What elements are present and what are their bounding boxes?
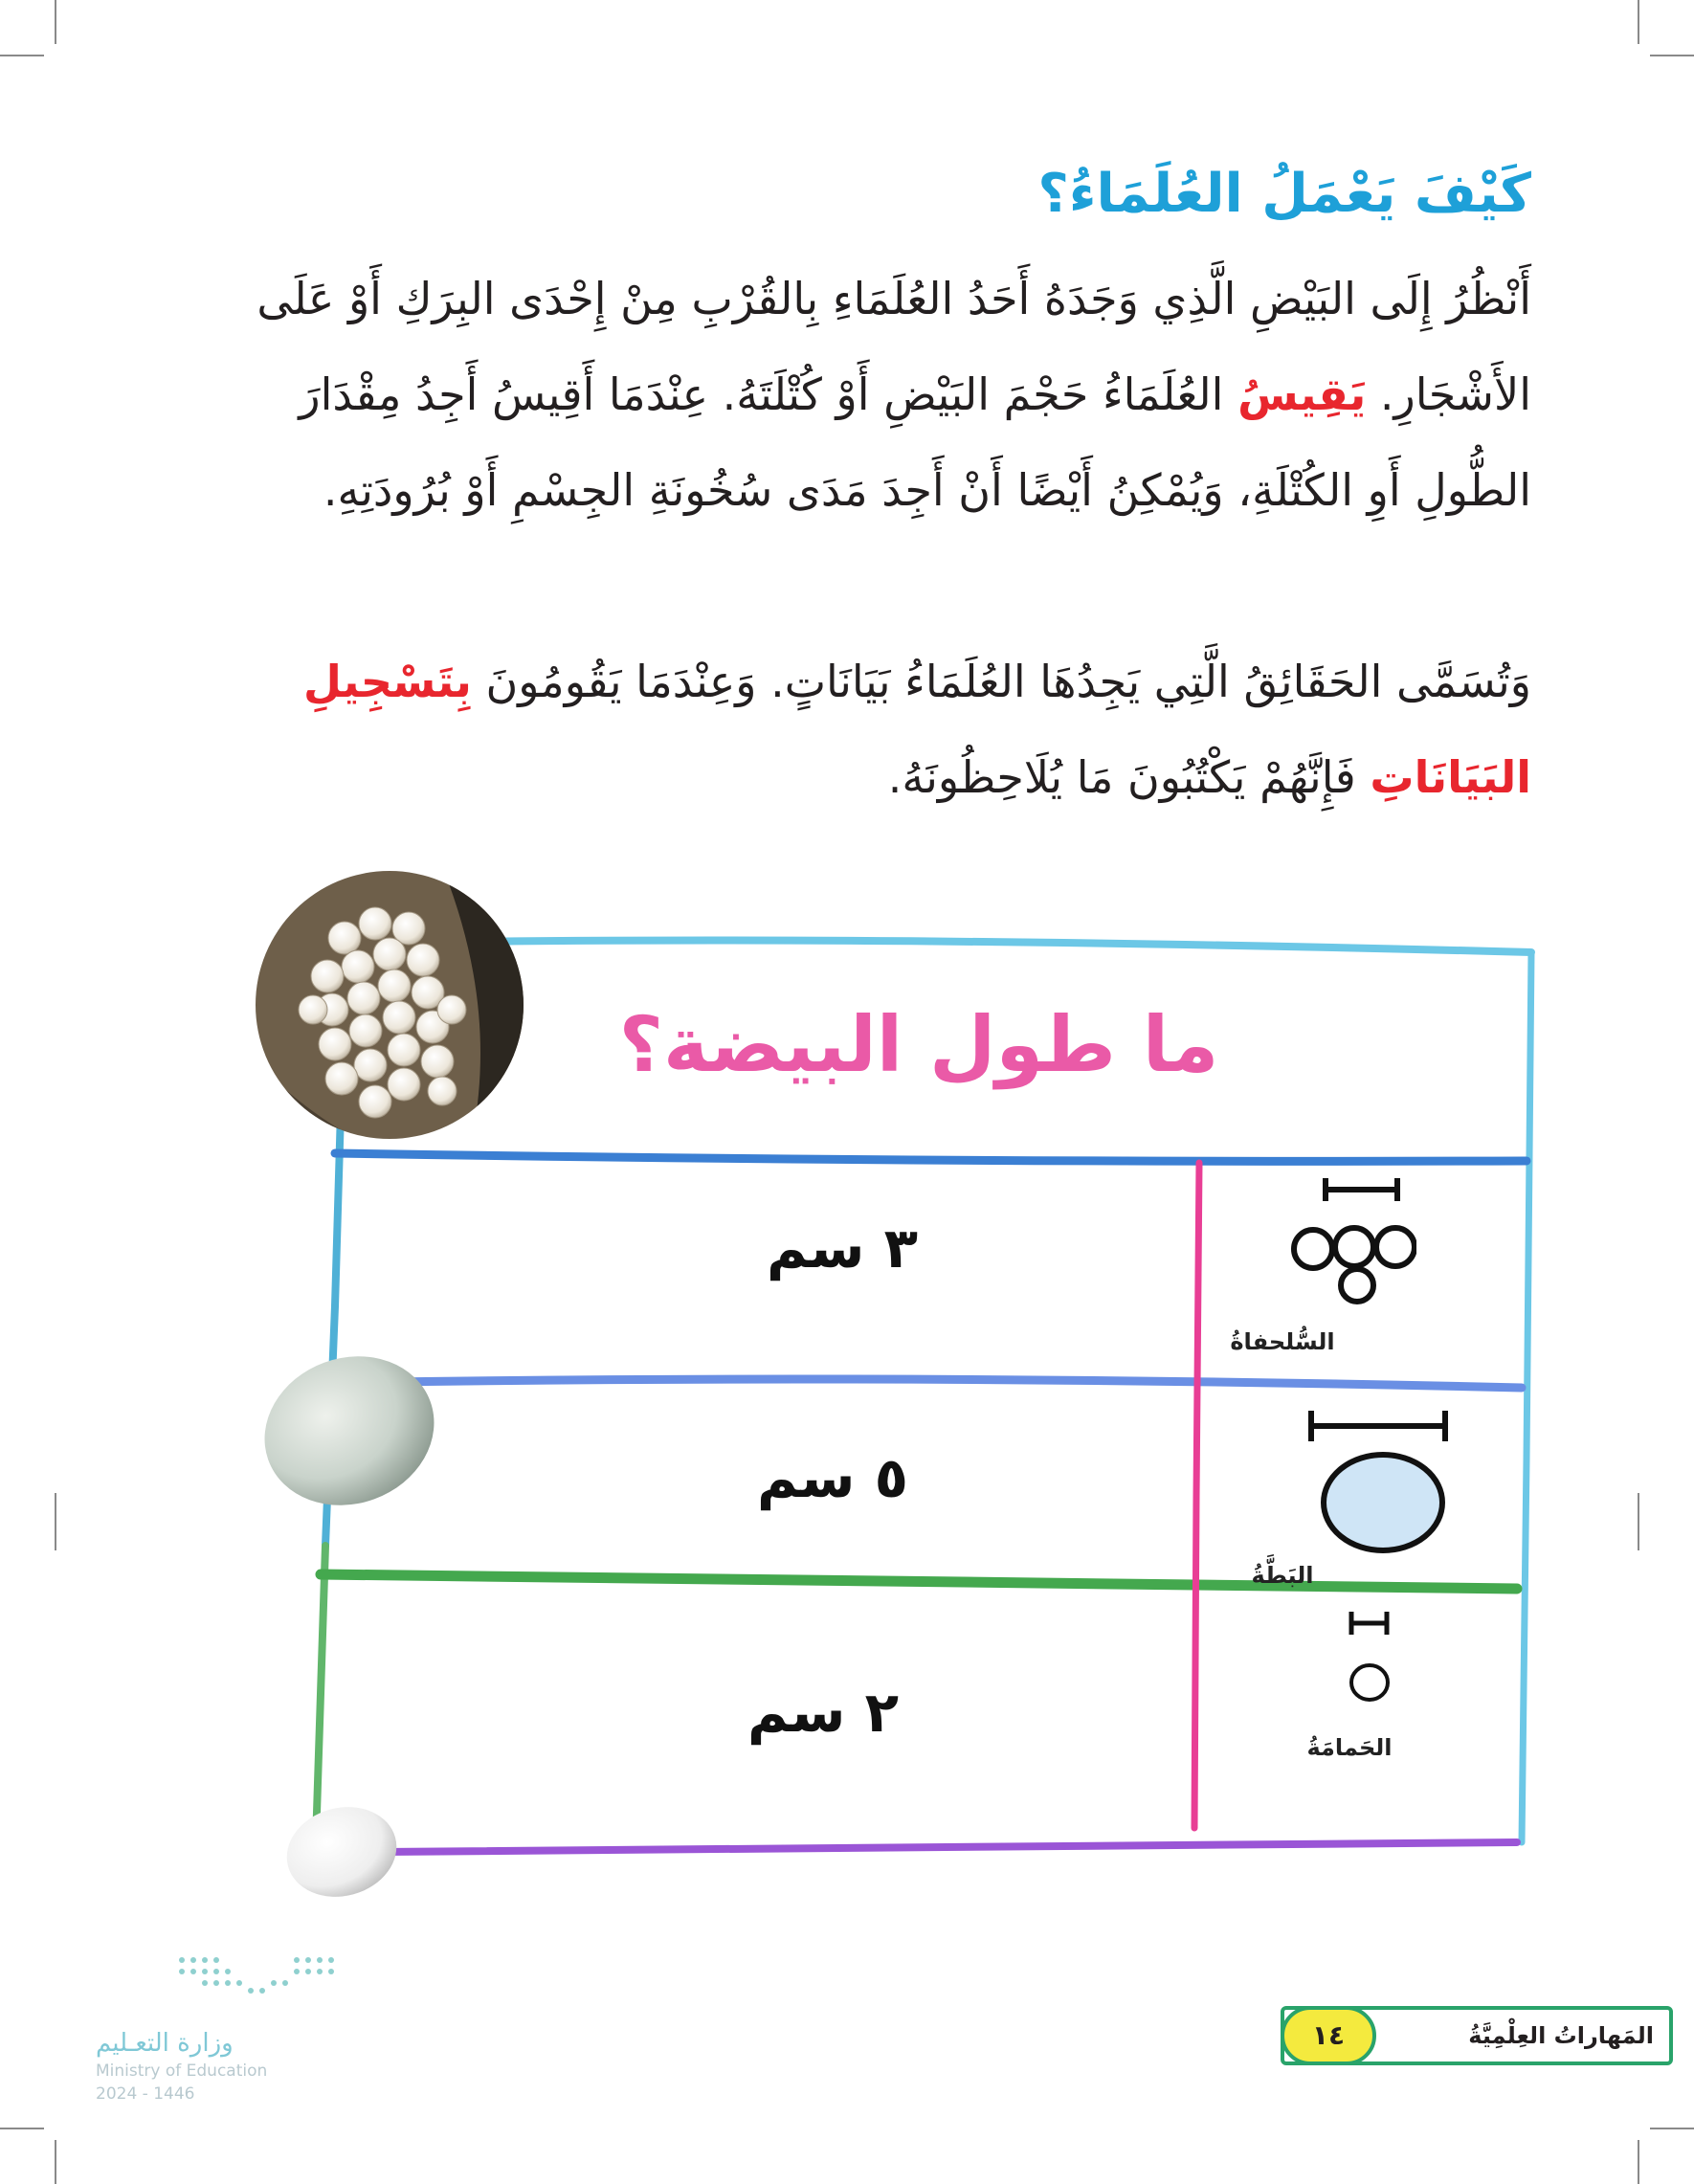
label-pigeon: الحَمامَةُ — [1306, 1734, 1393, 1761]
table-right-line — [1522, 952, 1531, 1842]
pigeon-egg-photo — [279, 1799, 404, 1905]
table-column-divider — [1194, 1163, 1199, 1828]
turtle-eggs-photo — [251, 866, 528, 1144]
crop-mark — [55, 2140, 56, 2184]
crop-mark — [0, 2128, 44, 2129]
paragraph-1 — [172, 251, 1531, 538]
crop-mark — [55, 1493, 56, 1550]
crop-mark — [55, 0, 56, 44]
crop-mark — [1650, 2128, 1694, 2129]
turtle-eggs-drawing — [1273, 1172, 1416, 1316]
crop-mark — [1650, 55, 1694, 56]
paragraph-2-text-before: وَتُسَمَّى الحَقَائِقُ الَّتِي يَجِدُهَا العُلَمَاءُ بَيَانَاتٍ. وَعِنْدَمَا يَقُومُونَ — [471, 656, 1531, 707]
table-header-line — [335, 1153, 1527, 1161]
crop-mark — [1638, 1493, 1639, 1550]
value-duck: ٥ سم — [756, 1445, 909, 1510]
table-left-line-lower — [316, 1546, 325, 1842]
ministry-name-arabic: وزارة التعـليم — [96, 2029, 234, 2058]
page-number: ١٤ — [1281, 2006, 1376, 2065]
pigeon-egg-drawing — [1327, 1608, 1414, 1713]
book-title: المَهاراتُ العِلْمِيَّةُ — [1468, 2022, 1654, 2049]
crop-mark — [0, 55, 44, 56]
paragraph-2 — [172, 634, 1531, 825]
table-title: ما طول البيضة؟ — [618, 1000, 1219, 1089]
footer-bar — [1281, 2006, 1673, 2065]
ministry-name-english: Ministry of Education — [96, 2061, 268, 2081]
table-bottom-line — [383, 1842, 1517, 1852]
paragraph-2-text-after: فَإِنَّهُمْ يَكْتُبُونَ مَا يُلَاحِظُونَهُ. — [887, 751, 1371, 803]
value-turtle: ٣ سم — [766, 1215, 919, 1281]
ministry-year: 2024 - 1446 — [96, 2084, 195, 2104]
table-row-line-1 — [330, 1379, 1522, 1388]
duck-egg-drawing — [1282, 1397, 1474, 1560]
paragraph-1-text-before: أَنْظُرُ إِلَى البَيْضِ الَّذِي وَجَدَهُ أَحَدُ العُلَمَاءِ بِالقُرْبِ مِنْ إِحْدَى البِرَكِ أَوْ عَلَى الأَشْجَارِ. — [256, 273, 1531, 420]
value-pigeon: ٢ سم — [747, 1680, 900, 1745]
keyword-measure: يَقِيسُ — [1237, 368, 1367, 420]
section-heading: كَيْفَ يَعْمَلُ العُلَمَاءُ؟ — [1037, 163, 1531, 225]
ministry-logo — [172, 1952, 345, 2000]
label-turtle: السُّلحفاةُ — [1230, 1328, 1335, 1355]
crop-mark — [1638, 2140, 1639, 2184]
keyword-record-data: بِتَسْجِيلِ البَيَانَاتِ — [303, 656, 1531, 803]
crop-mark — [1638, 0, 1639, 44]
label-duck: البَطَّةُ — [1251, 1562, 1314, 1589]
duck-egg-photo — [254, 1345, 445, 1517]
paragraph-1-text-after: العُلَمَاءُ حَجْمَ البَيْضِ أَوْ كُتْلَتَهُ. عِنْدَمَا أَقِيسُ أَجِدُ مِقْدَارَ الطُّولِ أَوِ الكُتْلَةِ، وَيُمْكِنُ أَيْضًا أَنْ أَجِدَ مَدَى سُخُونَةِ الجِسْمِ أَوْ بُرُودَتِهِ. — [299, 368, 1531, 516]
